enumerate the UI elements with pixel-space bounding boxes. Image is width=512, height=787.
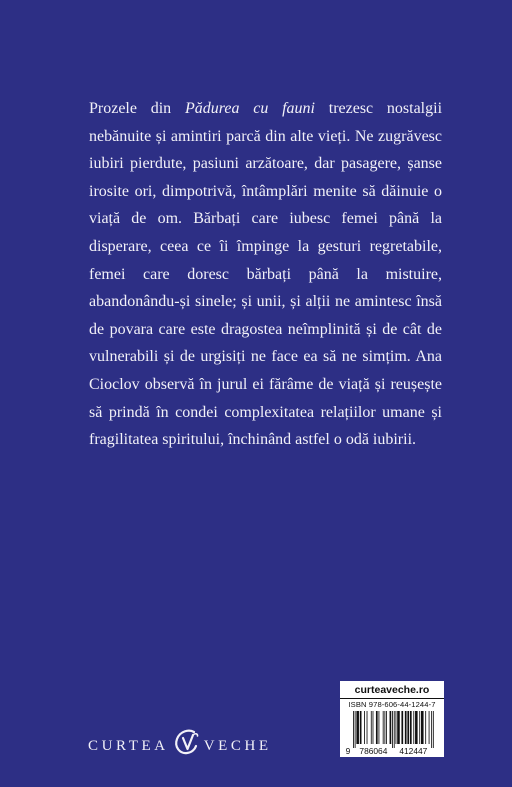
barcode-bar [360, 711, 362, 744]
curtea-veche-logo-icon [172, 727, 202, 757]
barcode-bar [384, 711, 385, 744]
barcode-bar [355, 711, 356, 748]
isbn-label: ISBN 978-606-44-1244-7 [348, 700, 436, 709]
blurb-body: trezesc nostalgii nebănuite și amintiri parcă din alte vieți. Ne zugrăvesc iubiri pierdute, pasiuni arzătoare, dar pasagere, șanse irosite ori, dimpotrivă, întâmplări menite să dăinuie o viață de om. Bărbați care iubesc femei până la disperare, ceea ce îi împinge la gesturi regretabile, femei care doresc bărbați până la mistuire, abandonându-și sinele; și unii, și alții ne amintesc însă de povara care este dragostea neîmplinită și de cât de vulnerabili și de urgisiți ne face ea să ne simțim. Ana Cioclov observă în jurul ei fărâme de viață și reușește să prindă în condei complexitatea relațiilor umane și fragilitatea spiritului, închinând astfel o odă iubirii. [89, 100, 443, 449]
blurb-text [89, 95, 442, 454]
barcode-bar [407, 711, 409, 744]
publisher-logo [88, 733, 272, 759]
barcode-bar [392, 711, 393, 748]
book-title: Pădurea cu fauni [184, 100, 315, 117]
barcode-bar [397, 711, 400, 744]
barcode-bar [419, 711, 420, 744]
barcode-bar [373, 711, 374, 744]
barcode-digits: 412447 [399, 746, 428, 755]
barcode-bar [410, 711, 412, 744]
barcode-bar [396, 711, 397, 744]
barcode-bar [356, 711, 359, 744]
barcode-box [340, 681, 444, 757]
barcode-bar [425, 711, 426, 744]
barcode-bar [433, 711, 434, 748]
barcode-bar [405, 711, 407, 744]
barcode-bar [390, 711, 392, 744]
publisher-word-curtea: CURTEA [88, 737, 169, 754]
barcode-bar [415, 711, 418, 744]
barcode-bar [371, 711, 372, 744]
blurb-intro: Prozele din [89, 100, 185, 117]
barcode-bar [379, 711, 380, 744]
barcode-bar [394, 711, 395, 748]
barcode-bar [383, 711, 384, 744]
barcode-digits: 9 [345, 746, 351, 755]
barcode-bar [386, 711, 387, 744]
barcode-bar [353, 711, 354, 748]
barcode-digits: 786064 [359, 746, 388, 755]
barcode-bar [367, 711, 368, 744]
publisher-word-veche: VECHE [203, 737, 272, 754]
barcode-bar [429, 711, 430, 744]
barcode-bar [421, 711, 424, 744]
barcode-bar [364, 711, 365, 744]
barcode-bar [401, 711, 403, 744]
barcode-bar [413, 711, 414, 744]
publisher-website: curteaveche.ro [340, 681, 444, 699]
isbn-barcode [344, 711, 440, 755]
barcode-bar [431, 711, 432, 748]
barcode-bar [376, 711, 378, 744]
